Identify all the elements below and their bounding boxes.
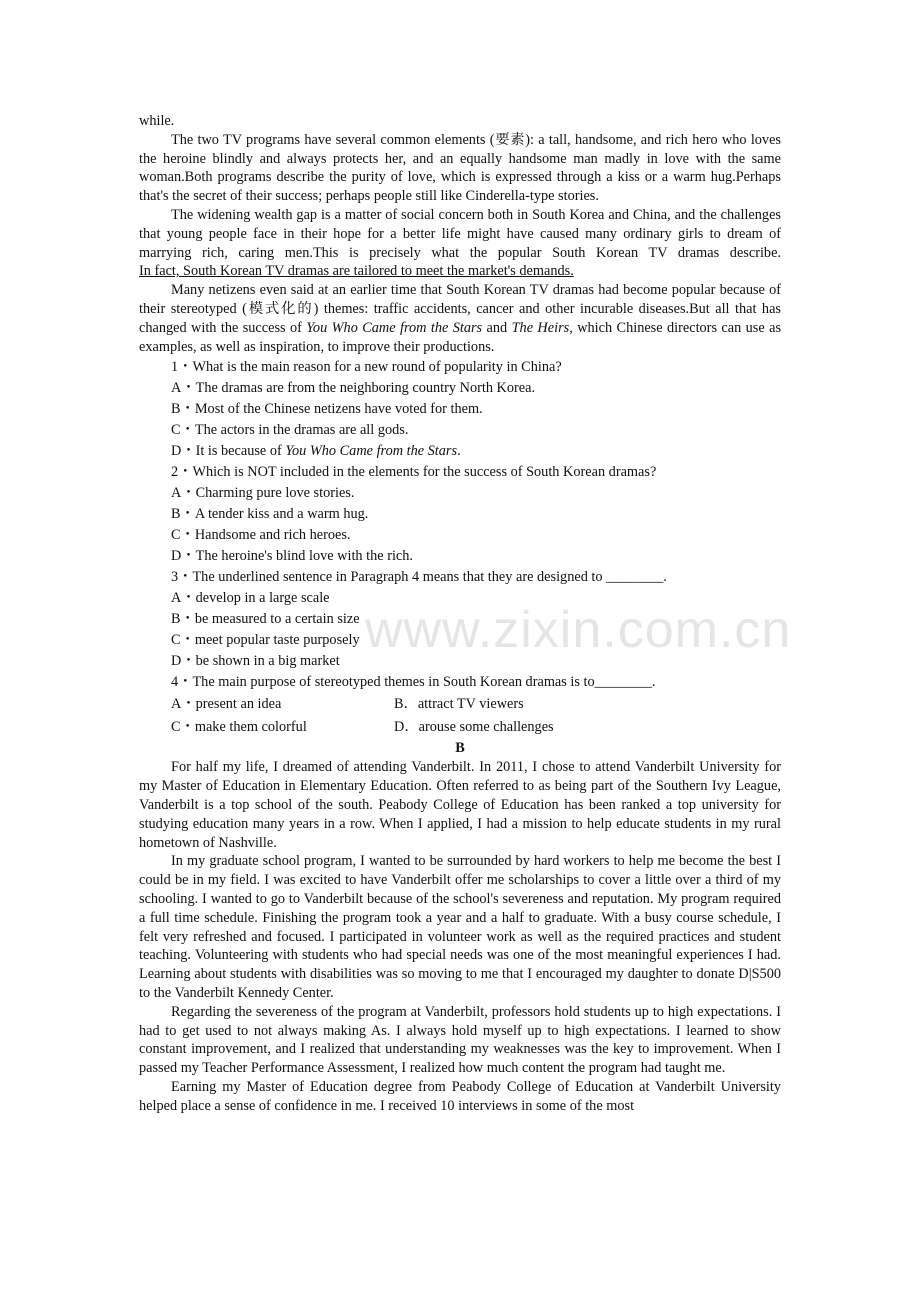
question-2-option-a: A・Charming pure love stories. [171, 485, 355, 502]
title-heirs: The Heirs, [511, 319, 573, 336]
paragraph-wealth-gap [139, 206, 781, 262]
question-2-option-c: C・Handsome and rich heroes. [171, 527, 351, 544]
q1d-title: You Who Came from the Stars [285, 443, 458, 460]
netizens-and: and [482, 319, 512, 336]
paragraph-elements: The two TV programs have several common elements (要素): a tall, handsome, and rich hero who loves the heroine blindly and always protects her, and an equally handsome man madly in love with the same woman.Both programs describe the purity of love, which is expressed through a kiss or a warm hug.Perhaps that's the secret of their success; perhaps people still like Cinderella-type stories. [139, 131, 781, 205]
q1d-pre: D・It is because of [171, 443, 286, 460]
question-3-option-b: B・be measured to a certain size [171, 611, 360, 628]
underlined-sentence-line [139, 262, 781, 281]
underlined-sentence: In fact, South Korean TV dramas are tailored to meet the market's demands. [139, 263, 574, 280]
paragraph-b2: In my graduate school program, I wanted to be surrounded by hard workers to help me become the best I could be in my field. I was excited to have Vanderbilt offer me scholarships to cover a little over a third of my schooling. I wanted to go to Vanderbilt because of the school's severeness and reputation. My program required a full time schedule. Finishing the program took a year and a half to graduate. With a busy course schedule, I felt very refreshed and focused. I participated in volunteer work as well as the required practices and student teaching. Volunteering with students who had special needs was one of the most meaningful experiences I had. Learning about students with disabilities was so moving to me that I encouraged my daughter to donate D|S500 to the Vanderbilt Kennedy Center. [139, 853, 781, 1001]
question-1-option-a: A・The dramas are from the neighboring country North Korea. [171, 380, 536, 397]
question-3-option-d: D・be shown in a big market [171, 653, 340, 670]
question-block [139, 357, 781, 739]
q1d-post: . [457, 443, 461, 460]
question-1: 1・What is the main reason for a new round of popularity in China? [171, 359, 562, 376]
question-3-option-c: C・meet popular taste purposely [171, 632, 360, 649]
question-3: 3・The underlined sentence in Paragraph 4 means that they are designed to ________. [171, 569, 667, 586]
question-3-option-a: A・develop in a large scale [171, 590, 330, 607]
wealth-gap-text: The widening wealth gap is a matter of social concern both in South Korea and China, and the challenges that young people face in their hope for a better life might have caused many ordinary girls to dream of marrying rich, caring men.This is precisely what the popular South Korean TV dramas describe. [139, 206, 781, 261]
question-4-option-b: B．attract TV viewers [394, 696, 524, 713]
question-4-option-d: D．arouse some challenges [394, 719, 554, 736]
question-2-option-d: D・The heroine's blind love with the rich. [171, 548, 413, 565]
title-stars: You Who Came from the Stars [306, 319, 483, 336]
question-1-option-d [139, 441, 781, 462]
paragraph-netizens [139, 281, 781, 356]
paragraph-b3: Regarding the severeness of the program at Vanderbilt, professors hold students up to high expectations. I had to get used to not always making As. I always hold myself up to high expectations. I learned to show constant improvement, and I realized that understanding my weaknesses was the key to improvement. When I passed my Teacher Performance Assessment, I realized how much content the program had taught me. [139, 1003, 781, 1077]
question-4-options-ab [139, 693, 781, 716]
paragraph-b4: Earning my Master of Education degree from Peabody College of Education at Vanderbilt University helped place a sense of confidence in me. I received 10 interviews in some of the most [139, 1078, 781, 1114]
question-1-option-b: B・Most of the Chinese netizens have voted for them. [171, 401, 483, 418]
section-heading-b: B [455, 740, 465, 757]
question-1-option-c: C・The actors in the dramas are all gods. [171, 422, 409, 439]
question-4: 4・The main purpose of stereotyped themes in South Korean dramas is to________. [171, 674, 656, 691]
paragraph-b1: For half my life, I dreamed of attending Vanderbilt. In 2011, I chose to attend Vanderbilt University for my Master of Education in Elementary Education. Often referred to as being part of the Southern Ivy League, Vanderbilt is a top school of the south. Peabody College of Education has been ranked a top university for studying education many years in a row. When I applied, I had a mission to help educate students in my rural hometown of Nashville. [139, 759, 781, 851]
netizens-part2: which Chinese directors can use as examples, as well as inspiration, to improve their productions. [139, 319, 782, 355]
question-4-options-cd [139, 716, 781, 739]
question-2-option-b: B・A tender kiss and a warm hug. [171, 506, 369, 523]
question-4-option-a: A・present an idea [171, 696, 282, 713]
netizens-part1: Many netizens even said at an earlier time that South Korean TV dramas had become popular because of their stereotyped (模式化的) themes: traffic accidents, cancer and other incurable diseases.But all that has changed with the success of [139, 282, 781, 336]
question-4-option-c: C・make them colorful [171, 719, 307, 736]
watermark: www.zixin.com.cn [365, 601, 792, 659]
document-page [139, 112, 781, 1116]
paragraph-continuation: while. [139, 113, 175, 129]
question-2: 2・Which is NOT included in the elements for the success of South Korean dramas? [171, 464, 657, 481]
